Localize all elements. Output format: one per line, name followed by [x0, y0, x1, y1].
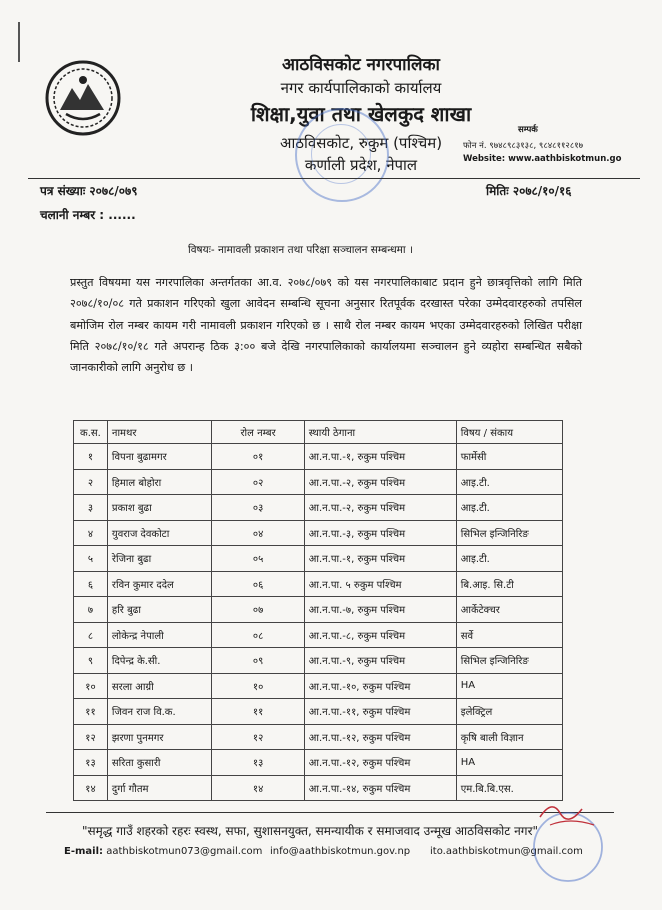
cell-serial: १० — [74, 673, 108, 699]
cell-serial: १ — [74, 444, 108, 470]
cell-subject: आइ.टी. — [456, 495, 562, 521]
header-divider — [28, 178, 640, 179]
cell-subject: सर्वे — [456, 622, 562, 648]
cell-serial: ४ — [74, 520, 108, 546]
municipality-name: आठविसकोट नगरपालिका — [282, 55, 440, 75]
cell-address: आ.न.पा.-१, रुकुम पश्चिम — [304, 546, 456, 572]
letter-body: प्रस्तुत विषयमा यस नगरपालिका अन्तर्गतका आ.व. २०७८/०७९ को यस नगरपालिकाबाट प्रदान हुने छात्रवृत्तिको लागि मिति २०७८/१०/०८ गते प्रकाशन गरिएको खुला आवेदन सम्बन्धि सूचना अनुसार रितपूर्वक दरखास्त परेका उम्मेदवारहरुको तपसिल बमोजिम रोल नम्बर कायम गरी नामावली प्रकाशन गरिएको छ । साथै रोल नम्बर कायम भएका उम्मेदवारहरुको लिखित परीक्षा मिति २०७८/१०/१८ गते अपरान्ह ठिक ३:०० बजे देखि नगरपालिकाको कार्यालयमा सञ्चालन हुने व्यहोरा सम्बन्धित सबैको जानकारीको लागि अनुरोध छ । — [70, 276, 582, 375]
cell-name: दुर्गा गौतम — [107, 775, 212, 801]
table-row — [74, 699, 563, 725]
email-label: E-mail: — [64, 846, 104, 857]
cell-name: हरि बुढा — [107, 597, 212, 623]
cell-name: सरिता कुसारी — [107, 750, 212, 776]
cell-name: सरला आग्री — [107, 673, 212, 699]
cell-roll-number: १३ — [212, 750, 304, 776]
table-row — [74, 673, 563, 699]
cell-serial: १३ — [74, 750, 108, 776]
cell-roll-number: ०२ — [212, 469, 304, 495]
candidate-table — [73, 420, 563, 801]
cell-subject: आइ.टी. — [456, 546, 562, 572]
cell-address: आ.न.पा.-२, रुकुम पश्चिम — [304, 495, 456, 521]
col-serial: क.स. — [74, 421, 108, 444]
cell-roll-number: ०१ — [212, 444, 304, 470]
cell-name: जिवन राज वि.क. — [107, 699, 212, 725]
cell-address: आ.न.पा.-८, रुकुम पश्चिम — [304, 622, 456, 648]
footer-slogan: "समृद्ध गाउँ शहरको रहरः स्वस्थ, सफा, सुशासनयुक्त, समन्यायीक र समाजवाद उन्मूख आठविसकोट नगर" — [82, 824, 538, 838]
table-row — [74, 750, 563, 776]
signature-stamp — [490, 795, 630, 885]
table-row — [74, 546, 563, 572]
cell-serial: ८ — [74, 622, 108, 648]
cell-subject: HA — [456, 750, 562, 776]
cell-subject: बि.आइ. सि.टी — [456, 571, 562, 597]
table-row — [74, 571, 563, 597]
cell-roll-number: १४ — [212, 775, 304, 801]
office-address: आठविसकोट, रुकुम (पश्चिम) — [279, 134, 443, 152]
cell-subject: सिभिल इन्जिनिरिङ — [456, 648, 562, 674]
cell-name: विपना बुढामगर — [107, 444, 212, 470]
cell-name: लोकेन्द्र नेपाली — [107, 622, 212, 648]
section-name: शिक्षा,युवा तथा खेलकुद शाखा — [250, 102, 472, 126]
cell-name: दिपेन्द्र के.सी. — [107, 648, 212, 674]
cell-roll-number: ०७ — [212, 597, 304, 623]
dispatch-number: चलानी नम्बर : ...... — [40, 208, 136, 222]
cell-serial: १४ — [74, 775, 108, 801]
table-row — [74, 724, 563, 750]
cell-roll-number: ०४ — [212, 520, 304, 546]
cell-name: रेजिना बुढा — [107, 546, 212, 572]
cell-address: आ.न.पा.-१०, रुकुम पश्चिम — [304, 673, 456, 699]
cell-address: आ.न.पा.-१२, रुकुम पश्चिम — [304, 724, 456, 750]
table-row — [74, 469, 563, 495]
cell-subject: फार्मेसी — [456, 444, 562, 470]
cell-address: आ.न.पा.-२, रुकुम पश्चिम — [304, 469, 456, 495]
letter-subject: विषयः- नामावली प्रकाशन तथा परिक्षा सञ्चालन सम्बन्धमा । — [188, 244, 413, 256]
cell-serial: ६ — [74, 571, 108, 597]
cell-roll-number: १० — [212, 673, 304, 699]
cell-subject: आर्केटेक्चर — [456, 597, 562, 623]
table-row — [74, 622, 563, 648]
letter-date: मितिः २०७८/१०/१६ — [486, 184, 572, 198]
cell-roll-number: ०८ — [212, 622, 304, 648]
cell-name: हिमाल बोहोरा — [107, 469, 212, 495]
col-address: स्थायी ठेगाना — [304, 421, 456, 444]
contact-phone: फोन नं. ९७४८९८३१३८, ९८४८११२८१७ — [463, 141, 584, 151]
cell-serial: १२ — [74, 724, 108, 750]
cell-subject: HA — [456, 673, 562, 699]
cell-name: झरणा पुनमगर — [107, 724, 212, 750]
cell-address: आ.न.पा.-११, रुकुम पश्चिम — [304, 699, 456, 725]
cell-serial: ३ — [74, 495, 108, 521]
province-name: कर्णाली प्रदेश, नेपाल — [304, 156, 418, 174]
cell-roll-number: १२ — [212, 724, 304, 750]
cell-serial: ११ — [74, 699, 108, 725]
cell-name: रविन कुमार ददेल — [107, 571, 212, 597]
cell-address: आ.न.पा.-१४, रुकुम पश्चिम — [304, 775, 456, 801]
cell-roll-number: ०५ — [212, 546, 304, 572]
office-stamp — [295, 108, 389, 202]
table-row — [74, 495, 563, 521]
cell-serial: ९ — [74, 648, 108, 674]
cell-name: युवराज देवकोटा — [107, 520, 212, 546]
cell-serial: २ — [74, 469, 108, 495]
office-stamp-inner-ring — [311, 124, 371, 184]
table-row — [74, 444, 563, 470]
table-row — [74, 597, 563, 623]
contact-website: Website: www.aathbiskotmun.go — [463, 154, 622, 164]
cell-subject: आइ.टी. — [456, 469, 562, 495]
cell-name: प्रकाश बुढा — [107, 495, 212, 521]
col-name: नामथर — [107, 421, 212, 444]
cell-subject: इलेक्ट्रिल — [456, 699, 562, 725]
table-row — [74, 520, 563, 546]
cell-subject: सिभिल इन्जिनिरिङ — [456, 520, 562, 546]
email-3[interactable]: ito.aathbiskotmun@gmail.com — [430, 846, 583, 857]
table-row — [74, 648, 563, 674]
cell-serial: ५ — [74, 546, 108, 572]
cell-roll-number: ०६ — [212, 571, 304, 597]
table-header-row — [74, 421, 563, 444]
email-1-address: aathbiskotmun073@gmail.com — [106, 846, 263, 857]
cell-serial: ७ — [74, 597, 108, 623]
cell-roll-number: ०९ — [212, 648, 304, 674]
office-name: नगर कार्यपालिकाको कार्यालय — [280, 79, 442, 97]
cell-address: आ.न.पा.-९, रुकुम पश्चिम — [304, 648, 456, 674]
cell-address: आ.न.पा.-१, रुकुम पश्चिम — [304, 444, 456, 470]
margin-mark — [18, 22, 20, 62]
cell-address: आ.न.पा.-७, रुकुम पश्चिम — [304, 597, 456, 623]
email-2[interactable]: info@aathbiskotmun.gov.np — [270, 846, 411, 857]
col-subject: विषय / संकाय — [456, 421, 562, 444]
col-roll-number: रोल नम्बर — [212, 421, 304, 444]
cell-roll-number: ०३ — [212, 495, 304, 521]
cell-address: आ.न.पा. ५ रुकुम पश्चिम — [304, 571, 456, 597]
letter-reference-number: पत्र संख्याः २०७८/०७९ — [40, 184, 138, 198]
cell-address: आ.न.पा.-१२, रुकुम पश्चिम — [304, 750, 456, 776]
email-1[interactable] — [64, 846, 262, 857]
cell-address: आ.न.पा.-३, रुकुम पश्चिम — [304, 520, 456, 546]
cell-subject: एम.बि.बि.एस. — [456, 775, 562, 801]
table-body — [74, 444, 563, 801]
cell-subject: कृषि बाली विज्ञान — [456, 724, 562, 750]
contact-title: सम्पर्क — [518, 125, 538, 135]
cell-roll-number: ११ — [212, 699, 304, 725]
